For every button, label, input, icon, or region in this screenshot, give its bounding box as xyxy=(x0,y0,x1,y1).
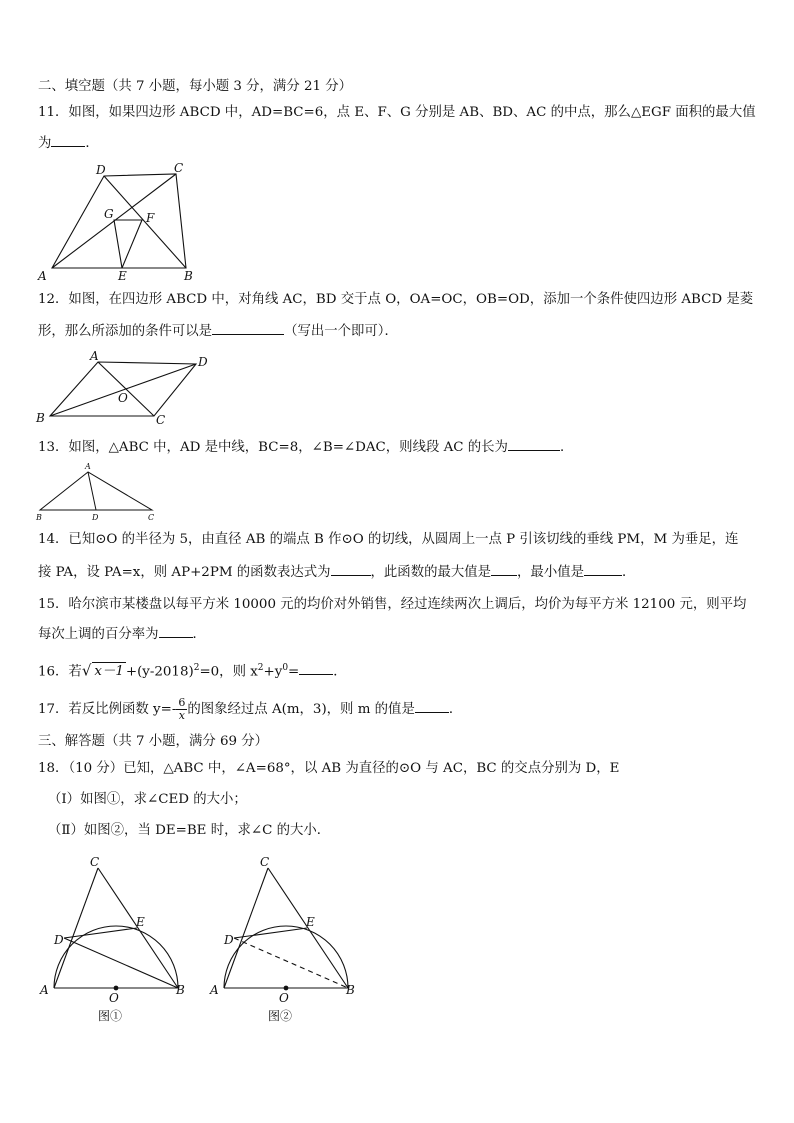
q12-label-c: C xyxy=(156,413,166,427)
q18-fig1-label-e: E xyxy=(136,915,145,929)
q18-fig2-label-a: A xyxy=(210,983,219,997)
q18-fig2-side-ac xyxy=(224,868,268,988)
q16-answer-blank xyxy=(299,662,333,675)
q12-label-a: A xyxy=(90,349,99,363)
q18-fig2-caption: 图② xyxy=(268,1009,293,1023)
q13-answer-blank xyxy=(508,438,560,451)
q18-fig1-label-c: C xyxy=(90,855,100,869)
q11-quadrilateral xyxy=(52,174,186,268)
q18-figure-2 xyxy=(206,852,370,1024)
q18-part2: （Ⅱ）如图②，当 DE=BE 时，求∠C 的大小． xyxy=(48,823,331,838)
q13-label-c: C xyxy=(148,513,155,522)
q11-label-g: G xyxy=(104,207,114,221)
q11-text-line1: 11．如图，如果四边形 ABCD 中，AD=BC=6，点 E、F、G 分别是 AB、BD、AC 的中点，那么△EGF 面积的最大值 xyxy=(38,105,756,120)
q12-answer-blank xyxy=(212,322,284,335)
q14-answer-blank-2 xyxy=(491,563,517,576)
q18-fig1-caption: 图① xyxy=(98,1009,123,1023)
q18-fig1-label-a: A xyxy=(40,983,49,997)
q18-fig2-center-dot xyxy=(284,986,289,991)
q18-figure-1 xyxy=(36,852,200,1024)
q18-fig2-label-e: E xyxy=(306,915,315,929)
q17-text: 17．若反比例函数 y=- $\frac{6}{x}$ 的图象经过点 A(m，3)，则 m 的值是 ． xyxy=(38,696,463,722)
q11-label-c: C xyxy=(174,161,184,175)
q12-label-o: O xyxy=(118,391,128,405)
q18-fig1-side-ac xyxy=(54,868,98,988)
q18-fig2-label-b: B xyxy=(346,983,355,997)
q12-text-line2: 形，那么所添加的条件可以是 （写出一个即可）． xyxy=(38,324,398,339)
q12-diagonal-bd xyxy=(50,364,196,416)
q12-figure xyxy=(36,350,216,426)
q18-fig1-label-o: O xyxy=(109,991,119,1005)
q13-text: 13．如图，△ABC 中，AD 是中线，BC=8，∠B=∠DAC，则线段 AC 的长为 ． xyxy=(38,440,574,455)
q13-median-ad xyxy=(88,472,96,510)
q11-diagonal-bd xyxy=(104,176,186,268)
q13-label-a: A xyxy=(85,462,91,471)
q15-text-line2: 每次上调的百分率为 ． xyxy=(38,627,206,642)
q17-answer-blank xyxy=(415,700,449,713)
q18-fig2-semicircle xyxy=(224,926,348,988)
q11-label-b: B xyxy=(184,269,193,283)
q11-label-f: F xyxy=(146,211,155,225)
q17-fraction: $\frac{6}{x}$ xyxy=(178,696,186,722)
q11-label-a: A xyxy=(38,269,47,283)
q13-label-d: D xyxy=(92,513,99,522)
q11-triangle-egf xyxy=(114,220,142,268)
q18-fig1-semicircle xyxy=(54,926,178,988)
q11-text-line2: 为 ． xyxy=(38,136,99,151)
q12-text-line1: 12．如图，在四边形 ABCD 中，对角线 AC，BD 交于点 O，OA=OC，OB=OD，添加一个条件使四边形 ABCD 是菱 xyxy=(38,292,754,307)
q16-radicand: x－1 xyxy=(94,664,124,680)
q11-label-e: E xyxy=(118,269,127,283)
q11-label-d: D xyxy=(96,163,106,177)
q18-text-line1: 18．（10 分）已知，△ABC 中，∠A=68°，以 AB 为直径的⊙O 与 AC，BC 的交点分别为 D，E xyxy=(38,761,620,776)
q18-fig1-center-dot xyxy=(114,986,119,991)
section-title-solutions: 三、解答题（共 7 小题，满分 69 分） xyxy=(38,734,269,749)
q15-text-line1: 15．哈尔滨市某楼盘以每平方米 10000 元的均价对外销售，经过连续两次上调后，均价为每平方米 12100 元，则平均 xyxy=(38,597,747,612)
q18-fig1-label-d: D xyxy=(54,933,64,947)
q18-fig2-label-o: O xyxy=(279,991,289,1005)
q13-figure xyxy=(34,460,162,524)
q12-label-d: D xyxy=(198,355,208,369)
q11-answer-blank xyxy=(51,134,85,147)
q12-label-b: B xyxy=(36,411,45,425)
q14-text-line1: 14．已知⊙O 的半径为 5，由直径 AB 的端点 B 作⊙O 的切线，从圆周上一点 P 引该切线的垂线 PM，M 为垂足，连 xyxy=(38,532,739,547)
q15-answer-blank xyxy=(159,625,193,638)
q18-fig1-label-b: B xyxy=(176,983,185,997)
q11-figure xyxy=(38,160,198,284)
q18-fig2-label-d: D xyxy=(224,933,234,947)
section-title-fill-in: 二、填空题（共 7 小题，每小题 3 分，满分 21 分） xyxy=(38,79,353,94)
q16-text: 16．若√ $x-1 +(y-2018)^2=0$，则 $x^2+y^0=$ ． xyxy=(38,661,347,680)
q18-fig2-label-c: C xyxy=(260,855,270,869)
q14-text-line2: 接 PA，设 PA=x，则 AP+2PM 的函数表达式为 ，此函数的最大值是 ，最小值是 ． xyxy=(38,565,636,580)
q13-label-b: B xyxy=(36,513,42,522)
q14-answer-blank-3 xyxy=(584,563,622,576)
q14-answer-blank-1 xyxy=(331,563,371,576)
q18-part1: （Ⅰ）如图①，求∠CED 的大小； xyxy=(48,792,247,807)
q13-triangle xyxy=(40,472,152,510)
